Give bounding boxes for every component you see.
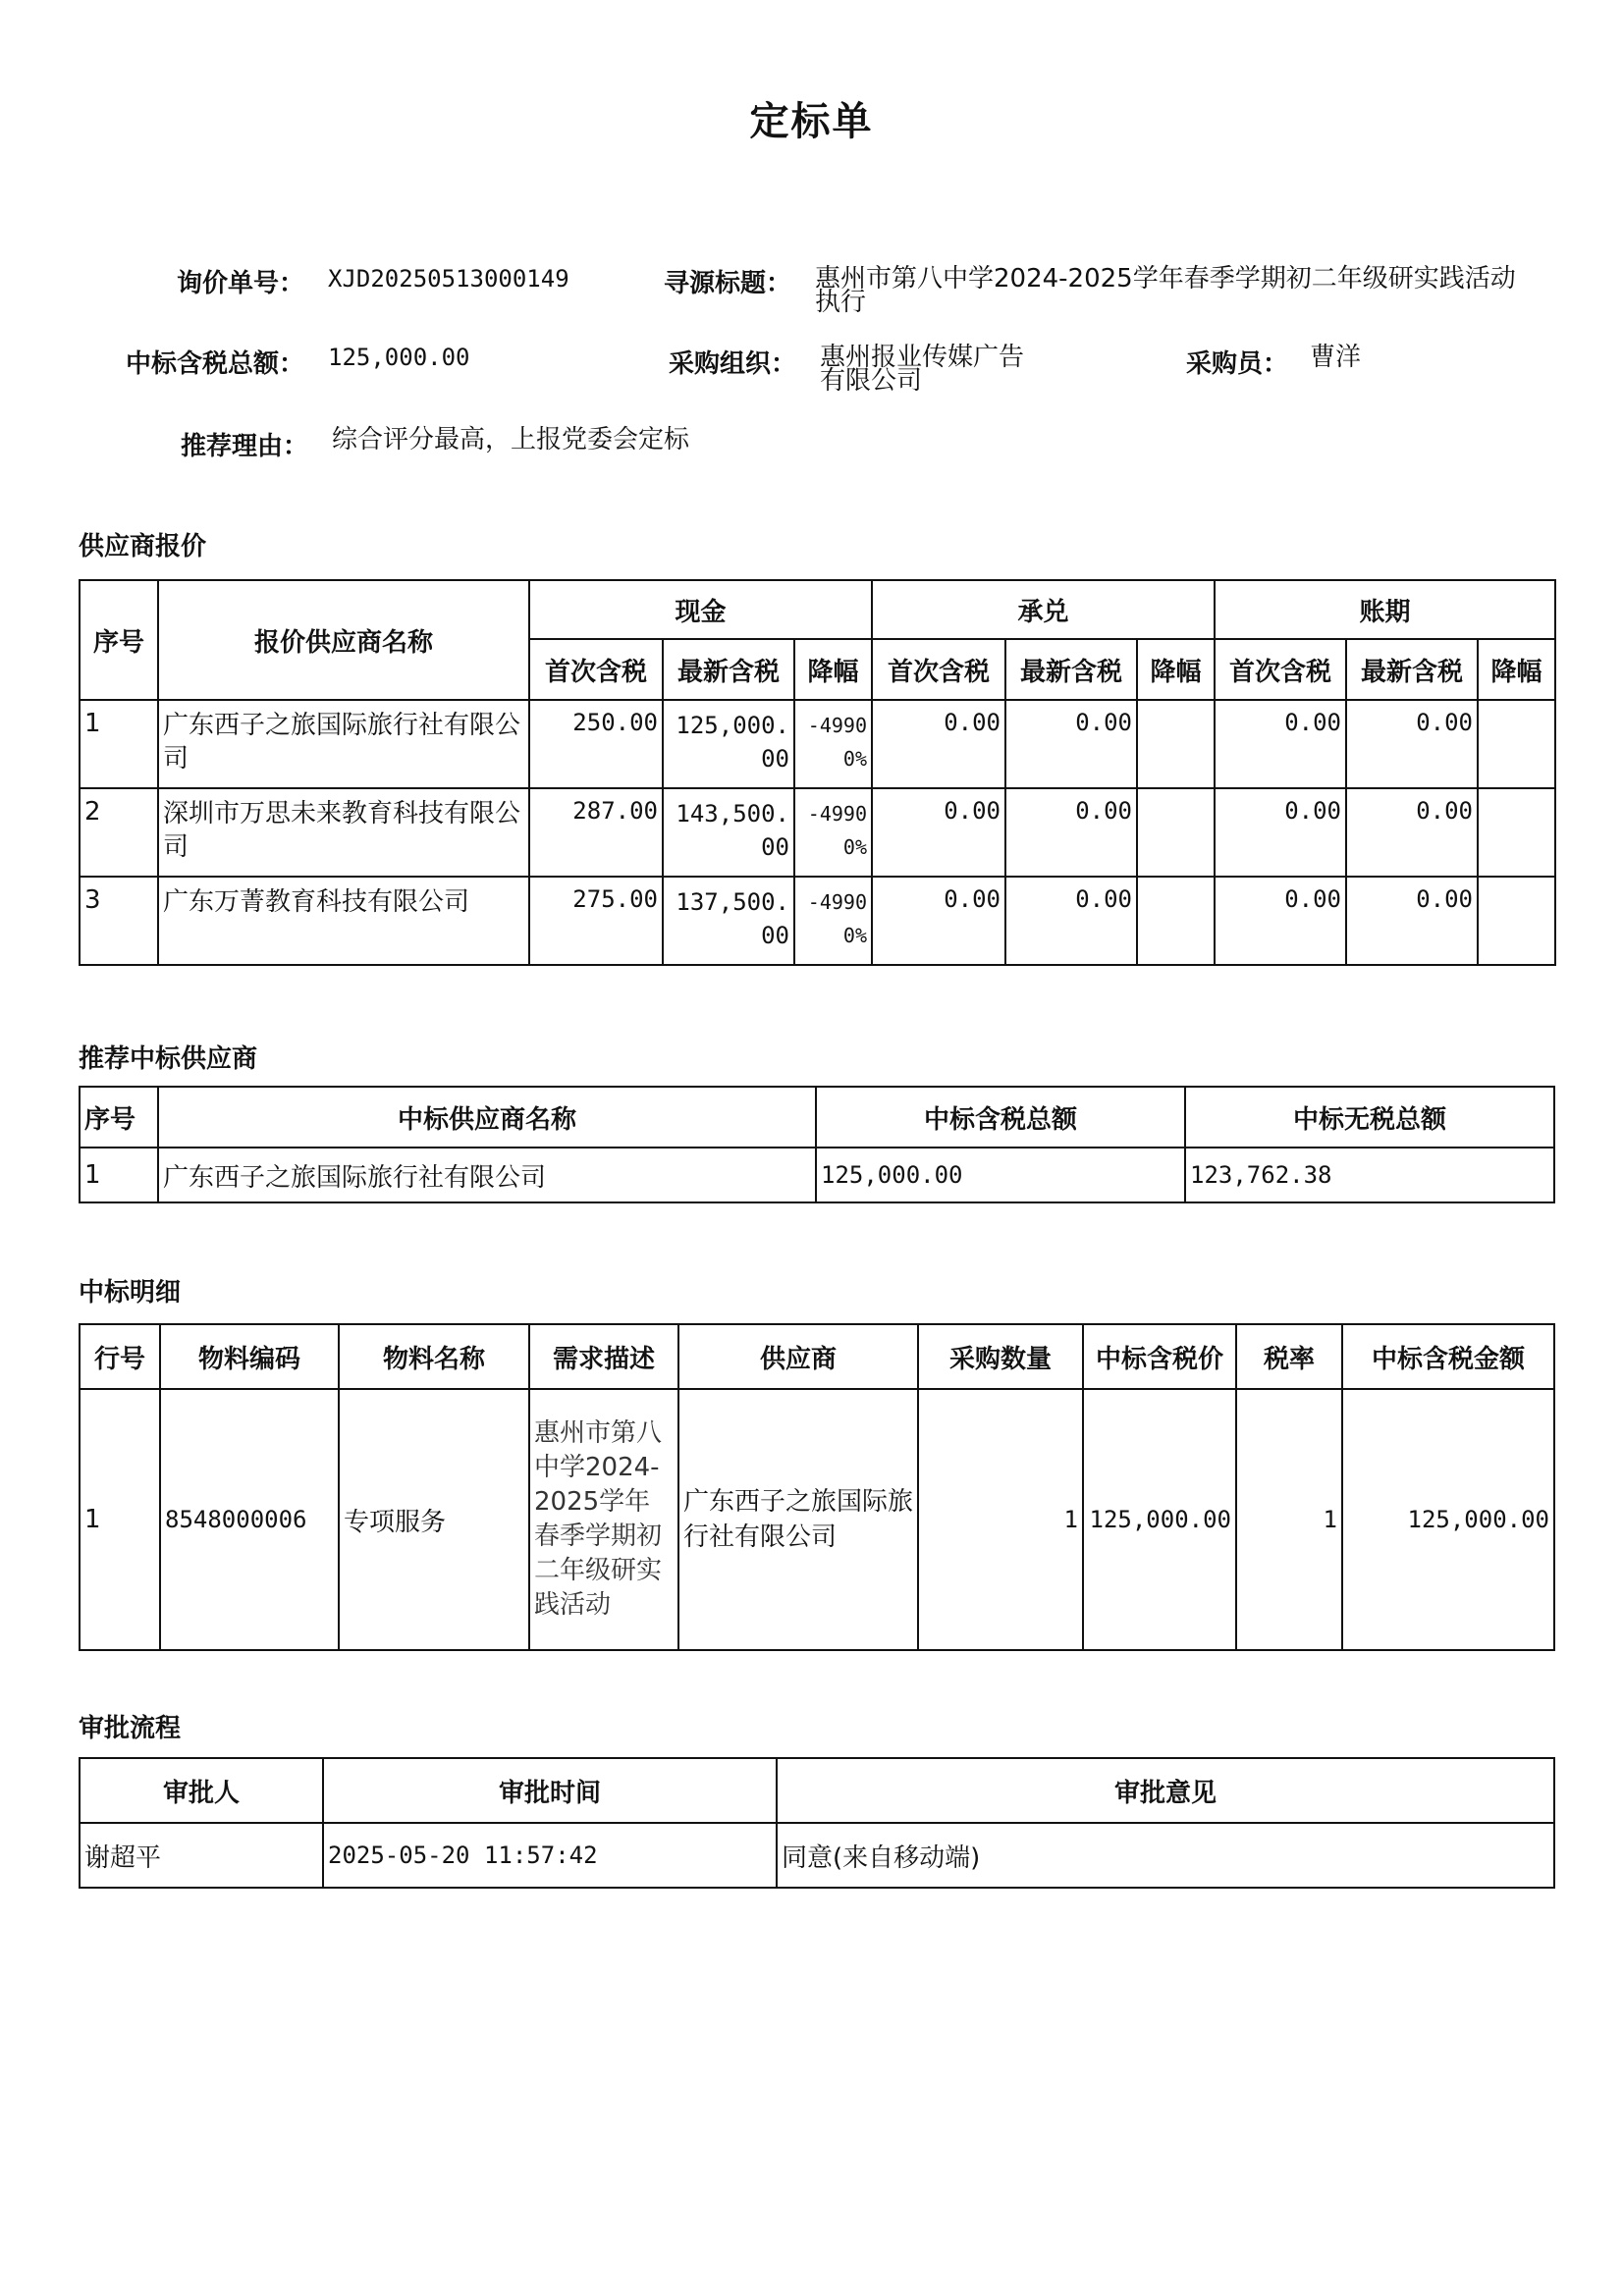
- recommend-table: [79, 1086, 1555, 1203]
- col-approval-time: 审批时间: [323, 1758, 777, 1823]
- cell-cr-first: 0.00: [1215, 877, 1346, 965]
- col-cash-first: 首次含税: [529, 639, 663, 700]
- approval-section-title: 审批流程: [79, 1714, 182, 1743]
- approval-header-row: [80, 1758, 1554, 1823]
- col-acc-latest: 最新含税: [1005, 639, 1137, 700]
- cell-cr-drop: [1478, 877, 1555, 965]
- cell-cash-latest: 143,500.00: [663, 788, 794, 877]
- cell-cash-drop: -49900%: [794, 788, 872, 877]
- cell-cr-drop: [1478, 788, 1555, 877]
- cell-seq: 1: [80, 1148, 158, 1202]
- detail-header-row: [80, 1324, 1554, 1389]
- total-label: 中标含税总额：: [126, 349, 305, 379]
- table-row: [80, 1148, 1554, 1202]
- cell-seq: 1: [80, 700, 158, 788]
- source-title-line1: 惠州市第八中学2024-2025学年春季学期初二年级研实践活动: [815, 264, 1516, 294]
- cell-total-tax: 125,000.00: [816, 1148, 1185, 1202]
- cell-acc-drop: [1137, 700, 1215, 788]
- table-row: [80, 700, 1555, 788]
- cell-acc-first: 0.00: [872, 877, 1005, 965]
- col-line: 行号: [80, 1324, 160, 1389]
- cell-cash-latest: 137,500.00: [663, 877, 794, 965]
- approval-table: [79, 1757, 1555, 1889]
- cell-cr-first: 0.00: [1215, 700, 1346, 788]
- cell-total-notax: 123,762.38: [1185, 1148, 1554, 1202]
- cell-cr-latest: 0.00: [1346, 877, 1478, 965]
- col-total-notax: 中标无税总额: [1185, 1087, 1554, 1148]
- cell-material-name: 专项服务: [339, 1389, 529, 1650]
- cell-unit-price: 125,000.00: [1083, 1389, 1236, 1650]
- col-cash-latest: 最新含税: [663, 639, 794, 700]
- col-supplier-name: 报价供应商名称: [158, 580, 529, 700]
- detail-table: [79, 1323, 1555, 1651]
- cell-supplier-name: 深圳市万思未来教育科技有限公司: [158, 788, 529, 877]
- recommend-section-title: 推荐中标供应商: [79, 1044, 258, 1074]
- col-approver: 审批人: [80, 1758, 323, 1823]
- cell-acc-first: 0.00: [872, 700, 1005, 788]
- recommend-header-row: [80, 1087, 1554, 1148]
- source-title-line2: 执行: [815, 288, 867, 317]
- cell-cr-first: 0.00: [1215, 788, 1346, 877]
- col-group-credit: 账期: [1215, 580, 1555, 639]
- table-row: [80, 1823, 1554, 1888]
- reason-label: 推荐理由：: [181, 432, 309, 461]
- cell-supplier-name: 广东万菁教育科技有限公司: [158, 877, 529, 965]
- cell-acc-latest: 0.00: [1005, 788, 1137, 877]
- cell-line: 1: [80, 1389, 160, 1650]
- table-row: [80, 788, 1555, 877]
- col-seq: 序号: [80, 580, 158, 700]
- cell-cash-drop: -49900%: [794, 700, 872, 788]
- cell-seq: 2: [80, 788, 158, 877]
- cell-description: 惠州市第八中学2024-2025学年春季学期初二年级研实践活动: [529, 1389, 678, 1650]
- cell-winner-name: 广东西子之旅国际旅行社有限公司: [158, 1148, 816, 1202]
- cell-material-code: 8548000006: [160, 1389, 339, 1650]
- cell-acc-first: 0.00: [872, 788, 1005, 877]
- cell-cash-first: 275.00: [529, 877, 663, 965]
- col-seq: 序号: [80, 1087, 158, 1148]
- col-cr-drop: 降幅: [1478, 639, 1555, 700]
- cell-cash-drop: -49900%: [794, 877, 872, 965]
- col-total-tax: 中标含税总额: [816, 1087, 1185, 1148]
- inquiry-no-label: 询价单号：: [177, 269, 305, 298]
- inquiry-no-value: XJD20250513000149: [328, 265, 569, 293]
- cell-approver: 谢超平: [80, 1823, 323, 1888]
- col-acc-drop: 降幅: [1137, 639, 1215, 700]
- quotes-table: [79, 579, 1556, 966]
- cell-cr-latest: 0.00: [1346, 700, 1478, 788]
- col-group-cash: 现金: [529, 580, 872, 639]
- col-tax-rate: 税率: [1236, 1324, 1342, 1389]
- cell-acc-latest: 0.00: [1005, 877, 1137, 965]
- col-material-name: 物料名称: [339, 1324, 529, 1389]
- cell-acc-drop: [1137, 877, 1215, 965]
- detail-section-title: 中标明细: [79, 1278, 182, 1308]
- reason-value: 综合评分最高，上报党委会定标: [332, 425, 690, 454]
- cell-approval-opinion: 同意(来自移动端): [777, 1823, 1554, 1888]
- cell-cr-latest: 0.00: [1346, 788, 1478, 877]
- source-title-label: 寻源标题：: [664, 269, 792, 298]
- col-acc-first: 首次含税: [872, 639, 1005, 700]
- cell-approval-time: 2025-05-20 11:57:42: [323, 1823, 777, 1888]
- cell-cash-latest: 125,000.00: [663, 700, 794, 788]
- col-unit-price: 中标含税价: [1083, 1324, 1236, 1389]
- col-cr-first: 首次含税: [1215, 639, 1346, 700]
- col-winner-name: 中标供应商名称: [158, 1087, 816, 1148]
- org-line1: 惠州报业传媒广告: [820, 343, 1025, 372]
- cell-amount: 125,000.00: [1342, 1389, 1554, 1650]
- col-cash-drop: 降幅: [794, 639, 872, 700]
- buyer-label: 采购员：: [1186, 349, 1289, 379]
- cell-acc-drop: [1137, 788, 1215, 877]
- col-supplier: 供应商: [678, 1324, 918, 1389]
- cell-supplier: 广东西子之旅国际旅行社有限公司: [678, 1389, 918, 1650]
- cell-acc-latest: 0.00: [1005, 700, 1137, 788]
- col-material-code: 物料编码: [160, 1324, 339, 1389]
- cell-cash-first: 250.00: [529, 700, 663, 788]
- col-approval-opinion: 审批意见: [777, 1758, 1554, 1823]
- table-row: [80, 1389, 1554, 1650]
- cell-cash-first: 287.00: [529, 788, 663, 877]
- cell-seq: 3: [80, 877, 158, 965]
- col-quantity: 采购数量: [918, 1324, 1083, 1389]
- page-title: 定标单: [749, 99, 874, 144]
- quotes-header-row-1: [80, 580, 1555, 639]
- org-line2: 有限公司: [820, 366, 923, 396]
- quotes-section-title: 供应商报价: [79, 532, 207, 561]
- total-value: 125,000.00: [328, 344, 470, 371]
- cell-quantity: 1: [918, 1389, 1083, 1650]
- cell-tax-rate: 1: [1236, 1389, 1342, 1650]
- table-row: [80, 877, 1555, 965]
- col-cr-latest: 最新含税: [1346, 639, 1478, 700]
- cell-supplier-name: 广东西子之旅国际旅行社有限公司: [158, 700, 529, 788]
- col-description: 需求描述: [529, 1324, 678, 1389]
- buyer-value: 曹洋: [1310, 343, 1362, 372]
- cell-cr-drop: [1478, 700, 1555, 788]
- col-group-acceptance: 承兑: [872, 580, 1215, 639]
- org-label: 采购组织：: [669, 349, 797, 379]
- col-amount: 中标含税金额: [1342, 1324, 1554, 1389]
